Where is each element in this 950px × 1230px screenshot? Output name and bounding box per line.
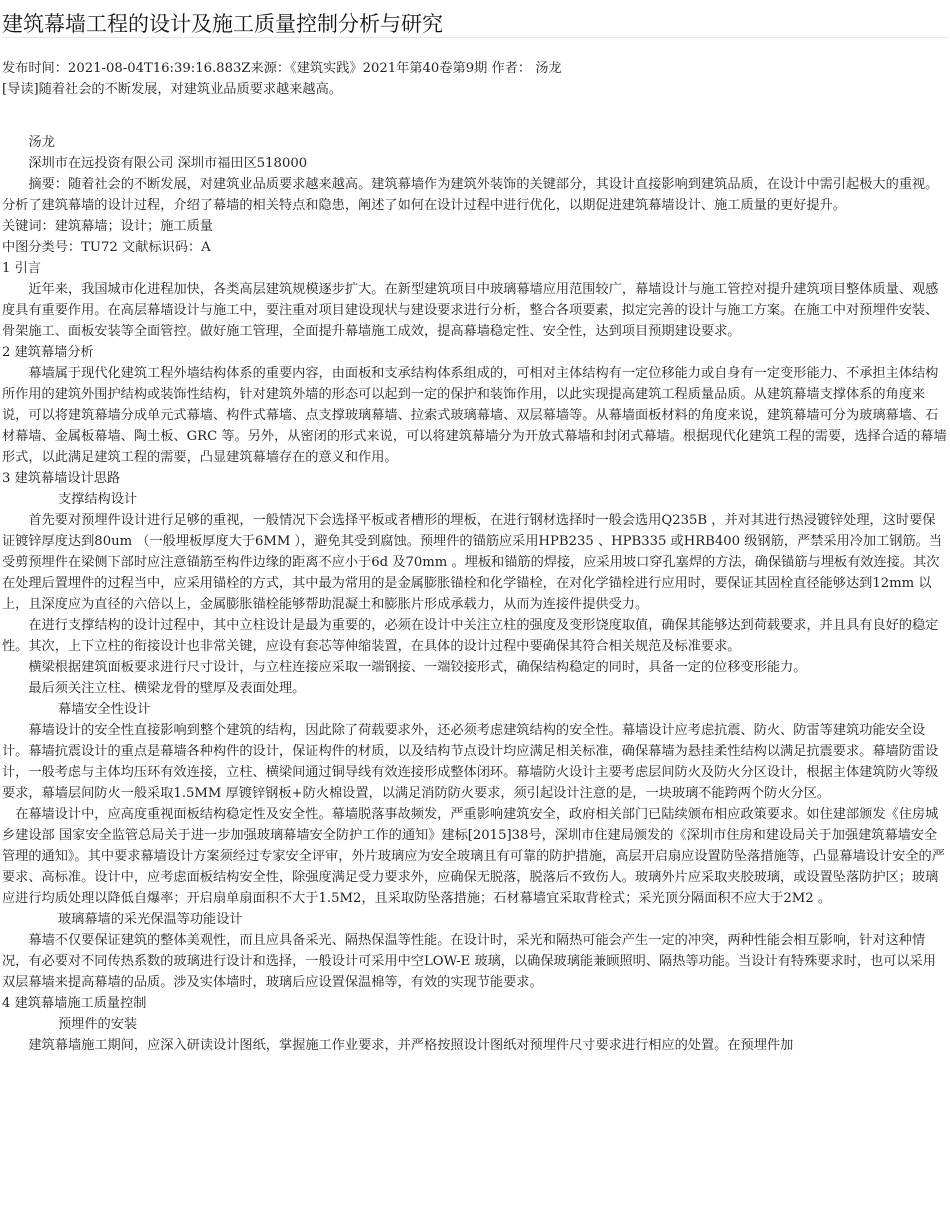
- section-heading: 1 引言: [2, 261, 41, 276]
- section-heading: 2 建筑幕墙分析: [2, 345, 94, 360]
- paragraph: 在幕墙设计中，应高度重视面板结构稳定性及安全性。幕墙脱落事故频发，严重影响建筑安全，政府相关部门已陆续颁布相应政策要求。如住建部颁发《住房城乡建设部 国家安全监管总局关于进一步加强玻璃幕墙安全防护工作的通知》建标[2015]38号，深圳市住建局颁发的《深圳市住房和建设局关于加强建筑幕墙安全管理的通知》。其中要求幕墙设计方案须经过专家安全评审，外片玻璃应为安全玻璃且有可靠的防护措施，高层开启扇应设置防坠落措施等，凸显幕墙设计安全的严要求、高标准。设计中，应考虑面板结构安全性，除强度满足受力要求外，应确保无脱落，脱落后不致伤人。玻璃外片应采取夹胶玻璃，或设置坠落防护区；玻璃应进行均质处理以降低自爆率；开启扇单扇面积不大于1.5M2，且采取防坠落措施；石材幕墙宜采取背栓式；采光顶分隔面积不应大于2M2 。: [2, 807, 945, 906]
- paragraph: 最后须关注立柱、横梁龙骨的壁厚及表面处理。: [28, 681, 306, 696]
- article-meta: 发布时间：2021-08-04T16:39:16.883Z来源：《建筑实践》2021年第40卷第9期 作者： 汤龙: [2, 61, 562, 76]
- abstract: 摘要：随着社会的不断发展，对建筑业品质要求越来越高。建筑幕墙作为建筑外装饰的关键部分，其设计直接影响到建筑品质，在设计中需引起极大的重视。分析了建筑幕墙的设计过程，介绍了幕墙的相关特点和隐患，阐述了如何在设计过程中进行优化，以期促进建筑幕墙设计、施工质量的更好提升。: [2, 177, 939, 213]
- keywords: 关键词：建筑幕墙；设计；施工质量: [2, 219, 213, 234]
- spacer: [2, 120, 948, 132]
- subsection-heading: 预埋件的安装: [58, 1017, 138, 1032]
- section-heading: 3 建筑幕墙设计思路: [2, 471, 121, 486]
- subsection-heading: 幕墙安全性设计: [58, 702, 151, 717]
- paragraph: 建筑幕墙施工期间，应深入研读设计图纸，掌握施工作业要求，并严格按照设计图纸对预埋件尺寸要求进行相应的处置。在预埋件加: [28, 1038, 794, 1053]
- subsection-heading: 支撑结构设计: [58, 492, 138, 507]
- paragraph: 在进行支撑结构的设计过程中，其中立柱设计是最为重要的，必须在设计中关注立柱的强度及变形饶度取值，确保其能够达到荷载要求，并且具有良好的稳定性。其次，上下立柱的衔接设计也非常关键，应设有套芯等伸缩装置，在具体的设计过程中要确保其符合相关规范及标准要求。: [2, 618, 939, 654]
- paragraph: 横梁根据建筑面板要求进行尺寸设计，与立柱连接应采取一端钢接、一端铰接形式，确保结构稳定的同时，具备一定的位移变形能力。: [28, 660, 807, 675]
- paragraph: 幕墙属于现代化建筑工程外墙结构体系的重要内容，由面板和支承结构体系组成的，可相对主体结构有一定位移能力或自身有一定变形能力、不承担主体结构所作用的建筑外围护结构或装饰性结构，针对建筑外墙的形态可以起到一定的保护和装饰作用，以此实现提高建筑工程质量品质。从建筑幕墙支撑体系的角度来说，可以将建筑幕墙分成单元式幕墙、构件式幕墙、点支撑玻璃幕墙、拉索式玻璃幕墙、双层幕墙等。从幕墙面板材料的角度来说，建筑幕墙可分为玻璃幕墙、石材幕墙、金属板幕墙、陶土板、GRC 等。另外，从密闭的形式来说，可以将建筑幕墙分为开放式幕墙和封闭式幕墙。根据现代化建筑工程的需要，选择合适的幕墙形式，以此满足建筑工程的需要，凸显建筑幕墙存在的意义和作用。: [2, 366, 947, 465]
- article-title: 建筑幕墙工程的设计及施工质量控制分析与研究: [2, 0, 948, 38]
- paragraph: 幕墙设计的安全性直接影响到整个建筑的结构，因此除了荷载要求外，还必须考虑建筑结构的安全性。幕墙设计应考虑抗震、防火、防雷等建筑功能安全设计。幕墙抗震设计的重点是幕墙各种构件的设计，保证构件的材质，以及结构节点设计均应满足相关标准，确保幕墙为悬挂柔性结构以满足抗震要求。幕墙防雷设计，一般考虑与主体均压环有效连接，立柱、横梁间通过铜导线有效连接形成整体闭环。幕墙防火设计主要考虑层间防火及防火分区设计，根据主体建筑防火等级要求，幕墙层间防火一般采取1.5MM 厚镀锌钢板+防火棉设置，以满足消防防火要求，须引起设计注意的是，一块玻璃不能跨两个防火分区。: [2, 723, 939, 801]
- paragraph: 幕墙不仅要保证建筑的整体美观性，而且应具备采光、隔热保温等性能。在设计时，采光和隔热可能会产生一定的冲突，两种性能会相互影响，针对这种情况，有必要对不同传热系数的玻璃进行设计和选择，一般设计可采用中空LOW-E 玻璃，以确保玻璃能兼顾照明、隔热等功能。当设计有特殊要求时，也可以采用双层幕墙来提高幕墙的品质。涉及实体墙时，玻璃后应设置保温棉等，有效的实现节能要求。: [2, 933, 936, 990]
- article-lead: [导读]随着社会的不断发展，对建筑业品质要求越来越高。: [2, 82, 342, 97]
- section-heading: 4 建筑幕墙施工质量控制: [2, 996, 147, 1011]
- classification: 中图分类号：TU72 文献标识码：A: [2, 240, 211, 255]
- paragraph: 首先要对预埋件设计进行足够的重视，一般情况下会选择平板或者槽形的埋板，在进行钢材选择时一般会选用Q235B ，并对其进行热浸镀锌处理，这时要保证镀锌厚度达到80um （一般埋板厚度大于6MM ），避免其受到腐蚀。预埋件的锚筋应采用HPB235 、HPB335 或HRB400 级钢筋，严禁采用冷加工钢筋。当受剪预埋件在梁侧下部时应注意锚筋至构件边缘的距离不应小于6d 及70mm 。埋板和锚筋的焊接，应采用坡口穿孔塞焊的方法，确保锚筋与埋板有效连接。其次在处理后置埋件的过程当中，应采用锚栓的方式，其中最为常用的是金属膨胀锚栓和化学锚栓，在对化学锚栓进行应用时，要保证其固栓直径能够达到12mm 以上，且深度应为直径的六倍以上，金属膨胀锚栓能够帮助混凝土和膨胀片形成承载力，从而为连接件提供受力。: [2, 513, 943, 612]
- author-name: 汤龙: [28, 135, 55, 150]
- paragraph: 近年来，我国城市化进程加快，各类高层建筑规模逐步扩大。在新型建筑项目中玻璃幕墙应用范围较广，幕墙设计与施工管控对提升建筑项目整体质量、观感度具有重要作用。在高层幕墙设计与施工中，要注重对项目建设现状与建设要求进行分析，整合各项要素，拟定完善的设计与施工方案。在施工中对预埋件安装、骨架施工、面板安装等全面管控。做好施工管理，全面提升幕墙施工成效，提高幕墙稳定性、安全性，达到项目预期建设要求。: [2, 282, 939, 339]
- author-affiliation: 深圳市在远投资有限公司 深圳市福田区518000: [28, 156, 308, 171]
- subsection-heading: 玻璃幕墙的采光保温等功能设计: [58, 912, 243, 927]
